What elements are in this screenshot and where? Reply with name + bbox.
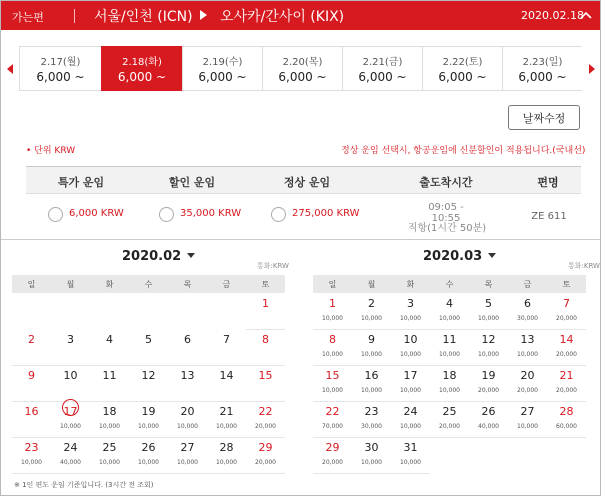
day-price: 20,000 [439, 423, 460, 430]
day-number: 10 [63, 369, 78, 382]
day-number: 20 [180, 405, 195, 418]
day-number: 13 [520, 333, 535, 346]
day-number: 17 [63, 405, 78, 418]
day-number: 28 [559, 405, 574, 418]
chevron-up-icon[interactable] [579, 9, 593, 23]
day-number: 14 [219, 369, 234, 382]
header-special-fare: 특가 운임 [57, 176, 105, 189]
day-number: 19 [481, 369, 496, 382]
weekday-header [313, 275, 586, 293]
day-number: 27 [180, 441, 195, 454]
weekday-label: 수 [144, 280, 153, 289]
day-number: 17 [403, 369, 418, 382]
date-tab-price: 6,000 ~ [198, 70, 247, 84]
currency-label: 통화:KRW [568, 262, 600, 270]
discount-fare-radio[interactable] [159, 207, 174, 222]
day-price: 10,000 [21, 459, 42, 466]
calendar-day[interactable] [430, 330, 469, 366]
date-tab-price: 6,000 ~ [278, 70, 327, 84]
day-number: 12 [481, 333, 496, 346]
day-number: 28 [219, 441, 234, 454]
day-number: 20 [520, 369, 535, 382]
calendar-day[interactable] [207, 330, 246, 366]
calendar-day[interactable] [207, 402, 246, 438]
chevron-right-icon [589, 64, 595, 74]
day-number: 9 [368, 333, 375, 346]
day-number: 14 [559, 333, 574, 346]
calendar-day[interactable] [547, 366, 586, 402]
calendar-day[interactable] [246, 294, 285, 330]
day-number: 10 [403, 333, 418, 346]
caret-down-icon [187, 253, 195, 258]
calendar-day[interactable] [313, 330, 352, 366]
day-number: 9 [28, 369, 35, 382]
day-number: 15 [325, 369, 340, 382]
month-title: 2020.03 [423, 249, 483, 264]
day-price: 10,000 [361, 315, 382, 322]
flight-time: 09:05 - 10:55 [428, 202, 464, 224]
calendar-day[interactable] [129, 402, 168, 438]
day-number: 6 [524, 297, 531, 310]
day-price: 70,000 [322, 423, 343, 430]
day-price: 10,000 [400, 351, 421, 358]
day-price: 20,000 [255, 423, 276, 430]
calendar-day[interactable] [508, 366, 547, 402]
header-normal-fare: 정상 운임 [283, 176, 331, 189]
fare-footnote: ※ 1인 편도 운임 기준입니다. (3시간 전 조회) [14, 481, 154, 489]
date-tab-price: 6,000 ~ [358, 70, 407, 84]
month-title: 2020.02 [122, 249, 182, 264]
day-number: 30 [364, 441, 379, 454]
header-discount-fare: 할인 운임 [168, 176, 216, 189]
date-tab[interactable] [182, 46, 262, 91]
calendar-day[interactable] [129, 366, 168, 402]
date-tab[interactable] [422, 46, 502, 91]
day-number: 16 [24, 405, 39, 418]
weekday-label: 토 [562, 280, 571, 289]
date-strip [1, 46, 600, 91]
calendar-day[interactable] [547, 402, 586, 438]
date-tab-date: 2.18(화) [122, 57, 162, 68]
day-price: 60,000 [556, 423, 577, 430]
calendar-day[interactable] [391, 330, 430, 366]
day-number: 16 [364, 369, 379, 382]
day-number: 22 [325, 405, 340, 418]
day-price: 10,000 [322, 315, 343, 322]
special-fare-radio[interactable] [48, 207, 63, 222]
day-price: 10,000 [177, 459, 198, 466]
date-tab-price: 6,000 ~ [518, 70, 567, 84]
header-dep-arr-time: 출도착시간 [419, 176, 473, 189]
day-price: 10,000 [138, 459, 159, 466]
weekday-label: 화 [105, 280, 114, 289]
calendar-day[interactable] [246, 366, 285, 402]
day-number: 18 [442, 369, 457, 382]
calendar-day[interactable] [90, 438, 129, 474]
day-price: 20,000 [255, 459, 276, 466]
date-tab-date: 2.21(금) [362, 57, 403, 68]
calendar-day[interactable] [51, 330, 90, 366]
weekday-label: 토 [261, 280, 270, 289]
day-number: 3 [67, 333, 74, 346]
modify-date-button[interactable]: 날짜수정 [508, 105, 580, 130]
fare-notice: 정상 운임 선택시, 항공운임에 신분할인이 적용됩니다.(국내선) [341, 146, 586, 156]
day-number: 29 [258, 441, 273, 454]
day-number: 21 [219, 405, 234, 418]
day-price: 10,000 [400, 459, 421, 466]
day-number: 7 [223, 333, 230, 346]
calendar-day[interactable] [51, 366, 90, 402]
day-price: 10,000 [361, 459, 382, 466]
day-number: 8 [329, 333, 336, 346]
date-tab-date: 2.23(일) [522, 57, 563, 68]
day-price: 20,000 [322, 459, 343, 466]
day-number: 2 [368, 297, 375, 310]
selected-date: 2020.02.18 [521, 9, 584, 22]
today-marker [62, 399, 79, 416]
calendar-day[interactable] [246, 438, 285, 474]
weekday-label: 수 [445, 280, 454, 289]
day-number: 21 [559, 369, 574, 382]
calendar-day[interactable] [313, 294, 352, 330]
date-tab-date: 2.20(목) [282, 57, 323, 68]
calendar-day[interactable] [51, 438, 90, 474]
day-price: 10,000 [478, 351, 499, 358]
day-price: 10,000 [517, 351, 538, 358]
day-price: 10,000 [216, 423, 237, 430]
day-number: 11 [442, 333, 457, 346]
calendar-day[interactable] [547, 330, 586, 366]
caret-down-icon [488, 253, 496, 258]
calendar-day[interactable] [391, 366, 430, 402]
day-price: 10,000 [177, 423, 198, 430]
day-number: 5 [145, 333, 152, 346]
weekday-label: 화 [406, 280, 415, 289]
currency-unit-note: • 단위 KRW [26, 146, 76, 156]
calendar-day[interactable] [246, 330, 285, 366]
day-price: 30,000 [517, 315, 538, 322]
day-number: 27 [520, 405, 535, 418]
calendar-day[interactable] [90, 366, 129, 402]
calendar-day[interactable] [508, 330, 547, 366]
day-number: 1 [329, 297, 336, 310]
day-number: 23 [24, 441, 39, 454]
direction-label: 가는편 [12, 11, 44, 24]
day-price: 20,000 [478, 387, 499, 394]
date-tab-price: 6,000 ~ [117, 70, 167, 84]
origin-airport: 서울/인천 (ICN) [94, 9, 193, 25]
weekday-label: 월 [66, 280, 75, 289]
month-selector-mar[interactable] [423, 249, 496, 264]
day-number: 1 [262, 297, 269, 310]
weekday-header [12, 275, 285, 293]
fare-table-header [26, 166, 581, 194]
day-price: 10,000 [400, 387, 421, 394]
calendar-day[interactable] [391, 402, 430, 438]
day-number: 24 [63, 441, 78, 454]
destination-airport: 오사카/간사이 (KIX) [220, 9, 345, 25]
day-number: 6 [184, 333, 191, 346]
day-number: 13 [180, 369, 195, 382]
month-selector-feb[interactable] [122, 249, 195, 264]
day-price: 20,000 [517, 387, 538, 394]
day-price: 20,000 [556, 351, 577, 358]
calendar-day[interactable] [12, 438, 51, 474]
calendar-day[interactable] [12, 366, 51, 402]
day-number: 22 [258, 405, 273, 418]
day-number: 19 [141, 405, 156, 418]
day-number: 2 [28, 333, 35, 346]
calendar-day[interactable] [391, 438, 430, 474]
date-tab-price: 6,000 ~ [36, 70, 85, 84]
day-number: 29 [325, 441, 340, 454]
calendar-day[interactable] [168, 366, 207, 402]
date-tab-date: 2.19(수) [202, 57, 243, 68]
calendar-day[interactable] [352, 366, 391, 402]
day-price: 20,000 [556, 315, 577, 322]
normal-fare-option[interactable] [271, 205, 371, 225]
day-price: 10,000 [439, 387, 460, 394]
day-price: 10,000 [322, 387, 343, 394]
day-number: 11 [102, 369, 117, 382]
calendar-day[interactable] [207, 438, 246, 474]
day-price: 10,000 [361, 351, 382, 358]
calendar-day[interactable] [469, 366, 508, 402]
day-price: 10,000 [400, 315, 421, 322]
date-tab-date: 2.17(월) [40, 57, 81, 68]
day-number: 26 [141, 441, 156, 454]
special-fare-amount: 6,000 KRW [69, 208, 124, 219]
day-number: 23 [364, 405, 379, 418]
day-number: 4 [106, 333, 113, 346]
day-price: 10,000 [216, 459, 237, 466]
calendar-day[interactable] [168, 402, 207, 438]
weekday-label: 목 [183, 280, 192, 289]
weekday-label: 목 [484, 280, 493, 289]
calendar-day[interactable] [391, 294, 430, 330]
date-tab[interactable] [101, 46, 182, 91]
day-number: 24 [403, 405, 418, 418]
calendar-day[interactable] [430, 366, 469, 402]
day-number: 5 [485, 297, 492, 310]
calendar-day[interactable] [469, 330, 508, 366]
day-price: 10,000 [439, 351, 460, 358]
calendar-day[interactable] [313, 366, 352, 402]
normal-fare-amount: 275,000 KRW [292, 208, 360, 219]
calendar-day[interactable] [90, 330, 129, 366]
day-price: 10,000 [478, 315, 499, 322]
date-tab-price: 6,000 ~ [438, 70, 487, 84]
date-tab[interactable] [262, 46, 342, 91]
day-price: 10,000 [99, 423, 120, 430]
calendar-day[interactable] [207, 366, 246, 402]
calendar-day[interactable] [168, 438, 207, 474]
calendar-day[interactable] [352, 294, 391, 330]
route-arrow-icon [200, 10, 207, 20]
weekday-label: 일 [328, 280, 337, 289]
day-number: 25 [442, 405, 457, 418]
day-number: 8 [262, 333, 269, 346]
calendar-day[interactable] [12, 330, 51, 366]
day-price: 10,000 [138, 423, 159, 430]
calendar-day[interactable] [246, 402, 285, 438]
day-number: 15 [258, 369, 273, 382]
day-price: 10,000 [517, 423, 538, 430]
calendar-day[interactable] [168, 330, 207, 366]
calendar-day[interactable] [352, 438, 391, 474]
date-tab-date: 2.22(토) [442, 57, 483, 68]
calendar-day[interactable] [51, 402, 90, 438]
day-number: 26 [481, 405, 496, 418]
header-flight-no: 편명 [537, 176, 559, 189]
day-number: 25 [102, 441, 117, 454]
day-price: 40,000 [60, 459, 81, 466]
calendar-day[interactable] [12, 402, 51, 438]
day-price: 30,000 [361, 423, 382, 430]
day-number: 12 [141, 369, 156, 382]
currency-label: 통화:KRW [257, 262, 289, 270]
day-price: 10,000 [322, 351, 343, 358]
date-tab[interactable] [19, 46, 101, 91]
calendar-day[interactable] [508, 294, 547, 330]
day-number: 18 [102, 405, 117, 418]
next-week-button[interactable] [582, 46, 600, 91]
day-price: 10,000 [439, 315, 460, 322]
day-price: 40,000 [478, 423, 499, 430]
prev-week-button[interactable] [1, 46, 19, 91]
day-price: 10,000 [99, 459, 120, 466]
flight-duration: 직항(1시간 50분) [407, 223, 487, 234]
discount-fare-option[interactable] [159, 205, 249, 225]
special-fare-option[interactable] [48, 205, 128, 225]
calendar-day[interactable] [352, 330, 391, 366]
weekday-label: 일 [27, 280, 36, 289]
weekday-label: 월 [367, 280, 376, 289]
date-tab[interactable] [502, 46, 582, 91]
date-tab[interactable] [342, 46, 422, 91]
calendar-day[interactable] [352, 402, 391, 438]
normal-fare-radio[interactable] [271, 207, 286, 222]
calendar-day[interactable] [129, 330, 168, 366]
discount-fare-amount: 35,000 KRW [180, 208, 242, 219]
route-header [1, 1, 600, 30]
weekday-label: 금 [222, 280, 231, 289]
calendar-day[interactable] [313, 402, 352, 438]
calendar-day[interactable] [430, 294, 469, 330]
header-divider [74, 9, 75, 23]
calendar-day[interactable] [547, 294, 586, 330]
day-price: 10,000 [400, 423, 421, 430]
day-number: 4 [446, 297, 453, 310]
calendar-day[interactable] [313, 438, 352, 474]
day-number: 31 [403, 441, 418, 454]
calendar-day[interactable] [430, 402, 469, 438]
day-price: 20,000 [556, 387, 577, 394]
weekday-label: 금 [523, 280, 532, 289]
section-divider [1, 239, 600, 240]
calendar-day[interactable] [508, 402, 547, 438]
day-number: 3 [407, 297, 414, 310]
day-price: 10,000 [361, 387, 382, 394]
day-price: 10,000 [60, 423, 81, 430]
calendar-day[interactable] [129, 438, 168, 474]
calendar-day[interactable] [469, 402, 508, 438]
day-number: 7 [563, 297, 570, 310]
calendar-day[interactable] [469, 294, 508, 330]
calendar-day[interactable] [90, 402, 129, 438]
chevron-left-icon [7, 64, 13, 74]
flight-number: ZE 611 [531, 211, 567, 222]
